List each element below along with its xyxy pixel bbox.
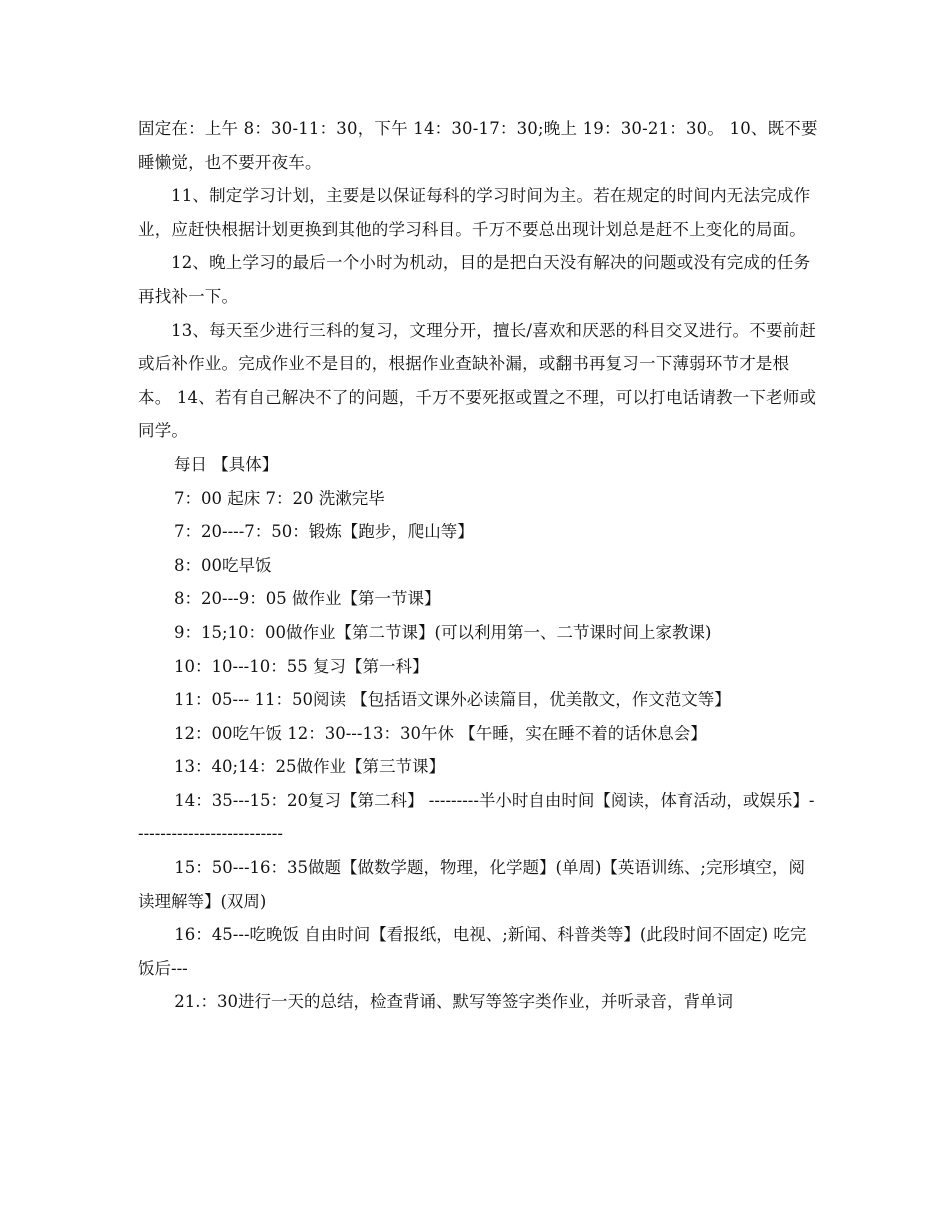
paragraph-item-13-14: 13、每天至少进行三科的复习，文理分开，擅长/喜欢和厌恶的科目交叉进行。不要前赶或后补作业。完成作业不是目的，根据作业查缺补漏，或翻书再复习一下薄弱环节才是根本。 14、若有自己解决不了的问题，千万不要死抠或置之不理，可以打电话请教一下老师或同学。 [138, 320, 817, 441]
schedule-title: 每日 【具体】 [174, 454, 279, 474]
paragraph-study-hours: 固定在：上午 8：30-11：30，下午 14：30-17：30;晚上 19：30-21：30。 10、既不要睡懒觉，也不要开夜车。 [138, 119, 818, 172]
schedule-line: 11：05--- 11：50阅读 【包括语文课外必读篇目，优美散文，作文范文等】 [174, 690, 731, 710]
schedule-line: 7：20----7：50：锻炼【跑步，爬山等】 [174, 522, 474, 542]
schedule-line: 8：20---9：05 做作业【第一节课】 [174, 589, 441, 609]
paragraph-item-12: 12、晚上学习的最后一个小时为机动，目的是把白天没有解决的问题或没有完成的任务再找补一下。 [138, 253, 811, 306]
schedule-wrapped-item: 21.：30进行一天的总结，检查背诵、默写等签字类作业，并听录音，背单词 [174, 992, 734, 1012]
schedule-line: 8：00吃早饭 [174, 555, 272, 575]
schedule-wrapped-item: 16：45---吃晚饭 自由时间【看报纸，电视、;新闻、科普类等】(此段时间不固定) 吃完饭后--- [138, 925, 807, 978]
schedule-line: 12：00吃午饭 12：30---13：30午休 【午睡，实在睡不着的话休息会】 [174, 723, 707, 743]
document-body [138, 112, 818, 1019]
schedule-line: 10：10---10：55 复习【第一科】 [174, 656, 429, 676]
schedule-wrapped-item: 14：35---15：20复习【第二科】 ---------半小时自由时间【阅读，体育活动，或娱乐】--------------------------- [138, 790, 815, 844]
schedule-line: 7：00 起床 7：20 洗漱完毕 [174, 488, 385, 508]
schedule-wrapped-item: 15：50---16：35做题【做数学题，物理，化学题】(单周)【英语训练、;完形填空，阅读理解等】(双周) [138, 858, 805, 911]
paragraph-item-11: 11、制定学习计划，主要是以保证每科的学习时间为主。若在规定的时间内无法完成作业，应赶快根据计划更换到其他的学习科目。千万不要总出现计划总是赶不上变化的局面。 [138, 186, 811, 239]
schedule-line: 13：40;14：25做作业【第三节课】 [174, 757, 446, 777]
schedule-line: 9：15;10：00做作业【第二节课】(可以利用第一、二节课时间上家教课) [174, 622, 712, 642]
